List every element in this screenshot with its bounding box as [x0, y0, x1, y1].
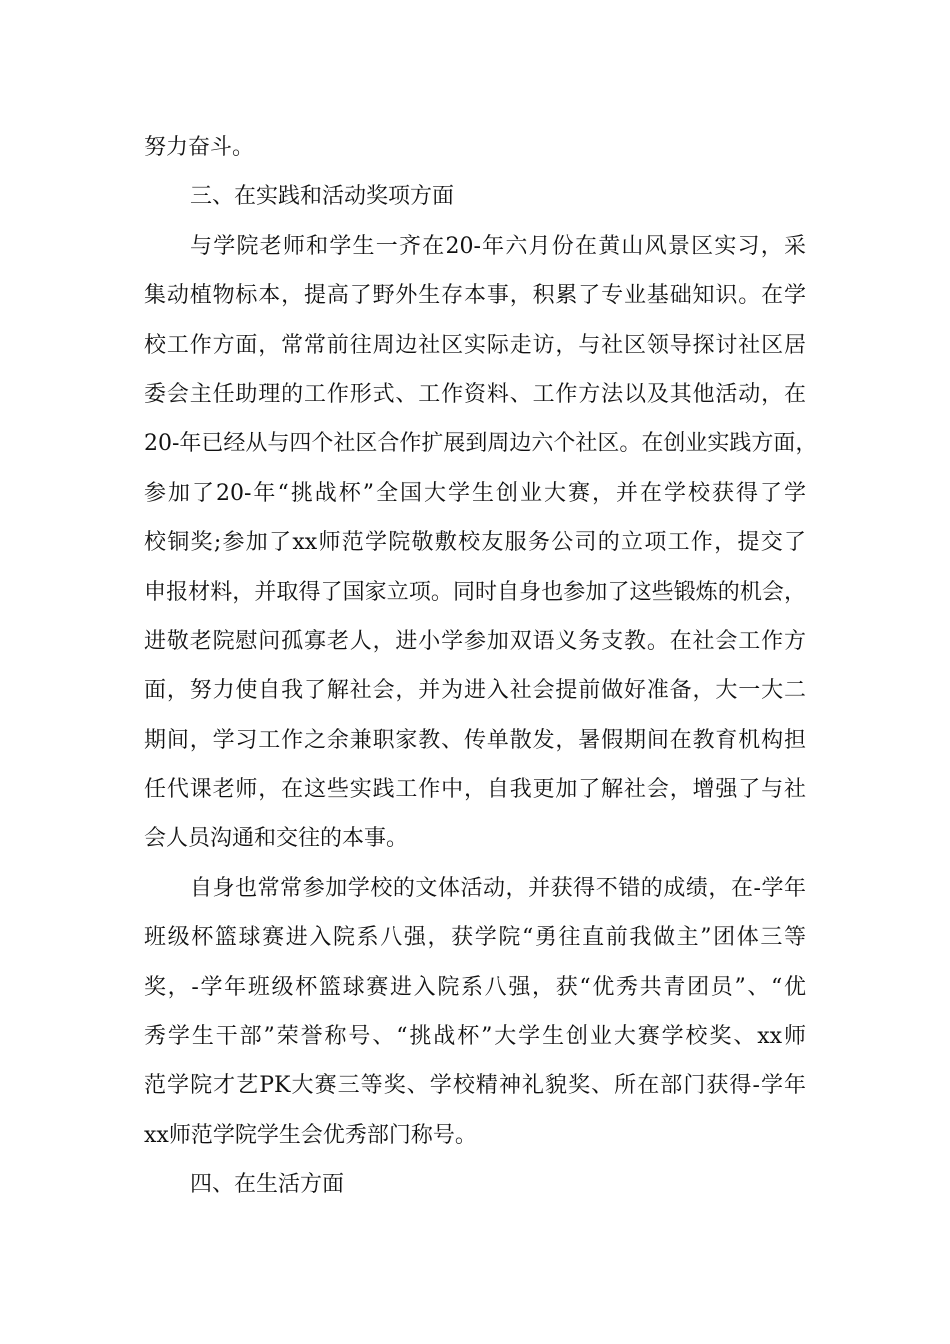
paragraph-line: 任代课老师，在这些实践工作中，自我更加了解社会，增强了与社	[144, 777, 806, 803]
paragraph-line: 奖，-学年班级杯篮球赛进入院系八强，获“优秀共青团员”、“优	[144, 974, 806, 1000]
section-heading: 三、在实践和活动奖项方面	[190, 184, 455, 210]
paragraph-line: 参加了20-年“挑战杯”全国大学生创业大赛，并在学校获得了学	[144, 480, 806, 506]
paragraph-line: 面，努力使自我了解社会，并为进入社会提前做好准备，大一大二	[144, 678, 806, 704]
paragraph-line: 秀学生干部”荣誉称号、“挑战杯”大学生创业大赛学校奖、xx师	[144, 1024, 806, 1050]
paragraph-line: 申报材料，并取得了国家立项。同时自身也参加了这些锻炼的机会，	[144, 579, 806, 605]
section-heading: 四、在生活方面	[190, 1172, 345, 1198]
document-page	[144, 123, 818, 1210]
paragraph-line: 期间，学习工作之余兼职家教、传单散发，暑假期间在教育机构担	[144, 727, 806, 753]
paragraph-line: 校铜奖;参加了xx师范学院敬敷校友服务公司的立项工作，提交了	[144, 530, 806, 556]
paragraph-line: xx师范学院学生会优秀部门称号。	[144, 1122, 477, 1148]
paragraph-line: 范学院才艺PK大赛三等奖、学校精神礼貌奖、所在部门获得-学年	[144, 1073, 806, 1099]
paragraph-line: 集动植物标本，提高了野外生存本事，积累了专业基础知识。在学	[144, 283, 806, 309]
paragraph-line: 20-年已经从与四个社区合作扩展到周边六个社区。在创业实践方面，	[144, 431, 818, 457]
paragraph-line: 与学院老师和学生一齐在20-年六月份在黄山风景区实习，采	[190, 233, 806, 259]
paragraph-line: 班级杯篮球赛进入院系八强，获学院“勇往直前我做主”团体三等	[144, 925, 806, 951]
text-line: 努力奋斗。	[144, 135, 255, 160]
paragraph-line: 会人员沟通和交往的本事。	[144, 826, 409, 852]
paragraph-line: 进敬老院慰问孤寡老人，进小学参加双语义务支教。在社会工作方	[144, 628, 806, 654]
paragraph-line: 自身也常常参加学校的文体活动，并获得不错的成绩，在-学年	[190, 875, 806, 901]
paragraph-line: 校工作方面，常常前往周边社区实际走访，与社区领导探讨社区居	[144, 332, 806, 358]
paragraph-line: 委会主任助理的工作形式、工作资料、工作方法以及其他活动，在	[144, 381, 806, 407]
